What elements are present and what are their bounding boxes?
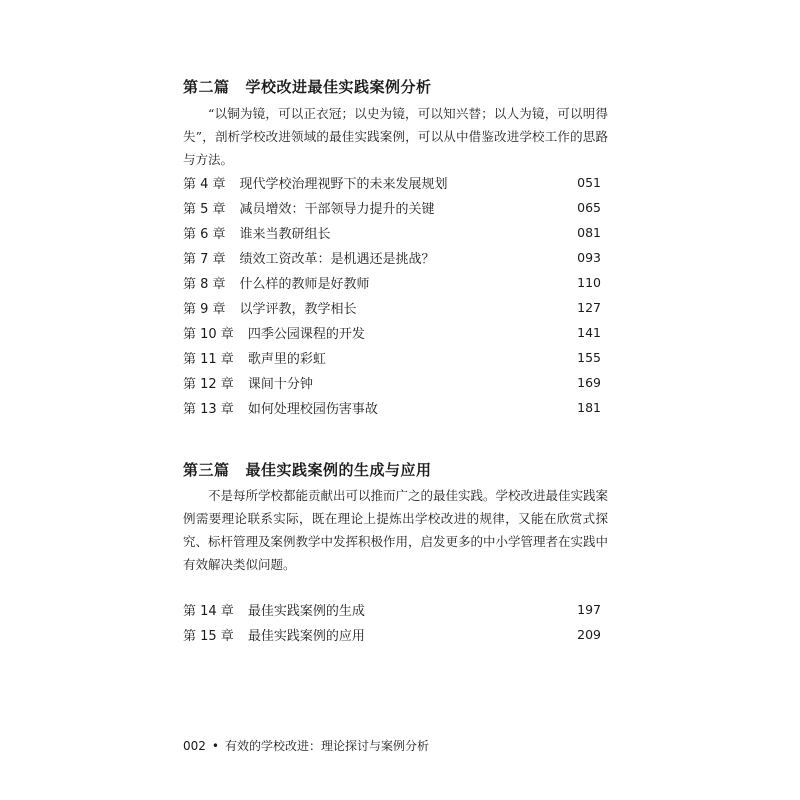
chapter-title: 如何处理校园伤害事故	[247, 402, 378, 417]
chapter-title: 四季公园课程的开发	[247, 327, 365, 342]
chapter-label: 第 6 章	[183, 227, 226, 242]
chapter-label: 第 15 章	[183, 629, 234, 644]
toc-row[interactable]	[183, 320, 601, 345]
chapter-label: 第 5 章	[183, 202, 226, 217]
footer-book-title: 有效的学校改进：理论探讨与案例分析	[224, 739, 429, 753]
part-title: 最佳实践案例的生成与应用	[245, 461, 432, 479]
chapter-title: 谁来当教研组长	[239, 227, 331, 242]
chapter-page: 181	[577, 400, 601, 415]
chapter-label: 第 4 章	[183, 177, 226, 192]
chapter-label: 第 13 章	[183, 402, 234, 417]
chapter-page: 093	[577, 250, 601, 265]
chapter-page: 141	[577, 325, 601, 340]
part-heading	[183, 76, 432, 97]
toc-row[interactable]	[183, 597, 601, 622]
chapter-title: 以学评教，教学相长	[239, 302, 357, 317]
chapter-label: 第 14 章	[183, 604, 234, 619]
chapter-title: 现代学校治理视野下的未来发展规划	[239, 177, 448, 192]
chapter-label: 第 7 章	[183, 252, 226, 267]
chapter-title: 歌声里的彩虹	[247, 352, 326, 367]
toc-row[interactable]	[183, 195, 601, 220]
chapter-label: 第 10 章	[183, 327, 234, 342]
toc-row[interactable]	[183, 220, 601, 245]
chapter-title: 减员增效：干部领导力提升的关键	[239, 202, 435, 217]
toc-row[interactable]	[183, 370, 601, 395]
toc-row[interactable]	[183, 345, 601, 370]
footer-page-number: 002	[183, 739, 206, 753]
part-number: 第二篇	[183, 78, 230, 96]
part-title: 学校改进最佳实践案例分析	[245, 78, 432, 96]
toc-row[interactable]	[183, 295, 601, 320]
chapter-page: 110	[577, 275, 601, 290]
chapter-page: 169	[577, 375, 601, 390]
chapter-title: 最佳实践案例的应用	[247, 629, 365, 644]
running-footer	[183, 737, 435, 754]
chapter-label: 第 9 章	[183, 302, 226, 317]
part-intro: 不是每所学校都能贡献出可以推而广之的最佳实践。学校改进最佳实践案例需要理论联系实际，既在理论上提炼出学校改进的规律，又能在欣赏式探究、标杆管理及案例教学中发挥积极作用，启发更多的中小学管理者在实践中有效解决类似问题。	[183, 488, 609, 572]
toc-row[interactable]	[183, 245, 601, 270]
part-intro: “以铜为镜，可以正衣冠；以史为镜，可以知兴替；以人为镜，可以明得失”，剖析学校改进领域的最佳实践案例，可以从中借鉴改进学校工作的思路与方法。	[183, 106, 608, 167]
toc-row[interactable]	[183, 170, 601, 195]
chapter-label: 第 8 章	[183, 277, 226, 292]
chapter-page: 155	[577, 350, 601, 365]
chapter-page: 197	[577, 602, 601, 617]
chapter-page: 051	[577, 175, 601, 190]
chapter-page: 065	[577, 200, 601, 215]
footer-bullet: •	[211, 739, 219, 753]
chapter-title: 什么样的教师是好教师	[239, 277, 370, 292]
chapter-title: 最佳实践案例的生成	[247, 604, 365, 619]
chapter-title: 绩效工资改革：是机遇还是挑战？	[239, 252, 435, 267]
part-number: 第三篇	[183, 461, 230, 479]
chapter-page: 081	[577, 225, 601, 240]
chapter-page: 127	[577, 300, 601, 315]
chapter-label: 第 11 章	[183, 352, 234, 367]
chapter-label: 第 12 章	[183, 377, 234, 392]
toc-row[interactable]	[183, 270, 601, 295]
chapter-page: 209	[577, 627, 601, 642]
part-heading	[183, 459, 432, 480]
toc-row[interactable]	[183, 395, 601, 420]
chapter-title: 课间十分钟	[247, 377, 313, 392]
toc-row[interactable]	[183, 622, 601, 647]
